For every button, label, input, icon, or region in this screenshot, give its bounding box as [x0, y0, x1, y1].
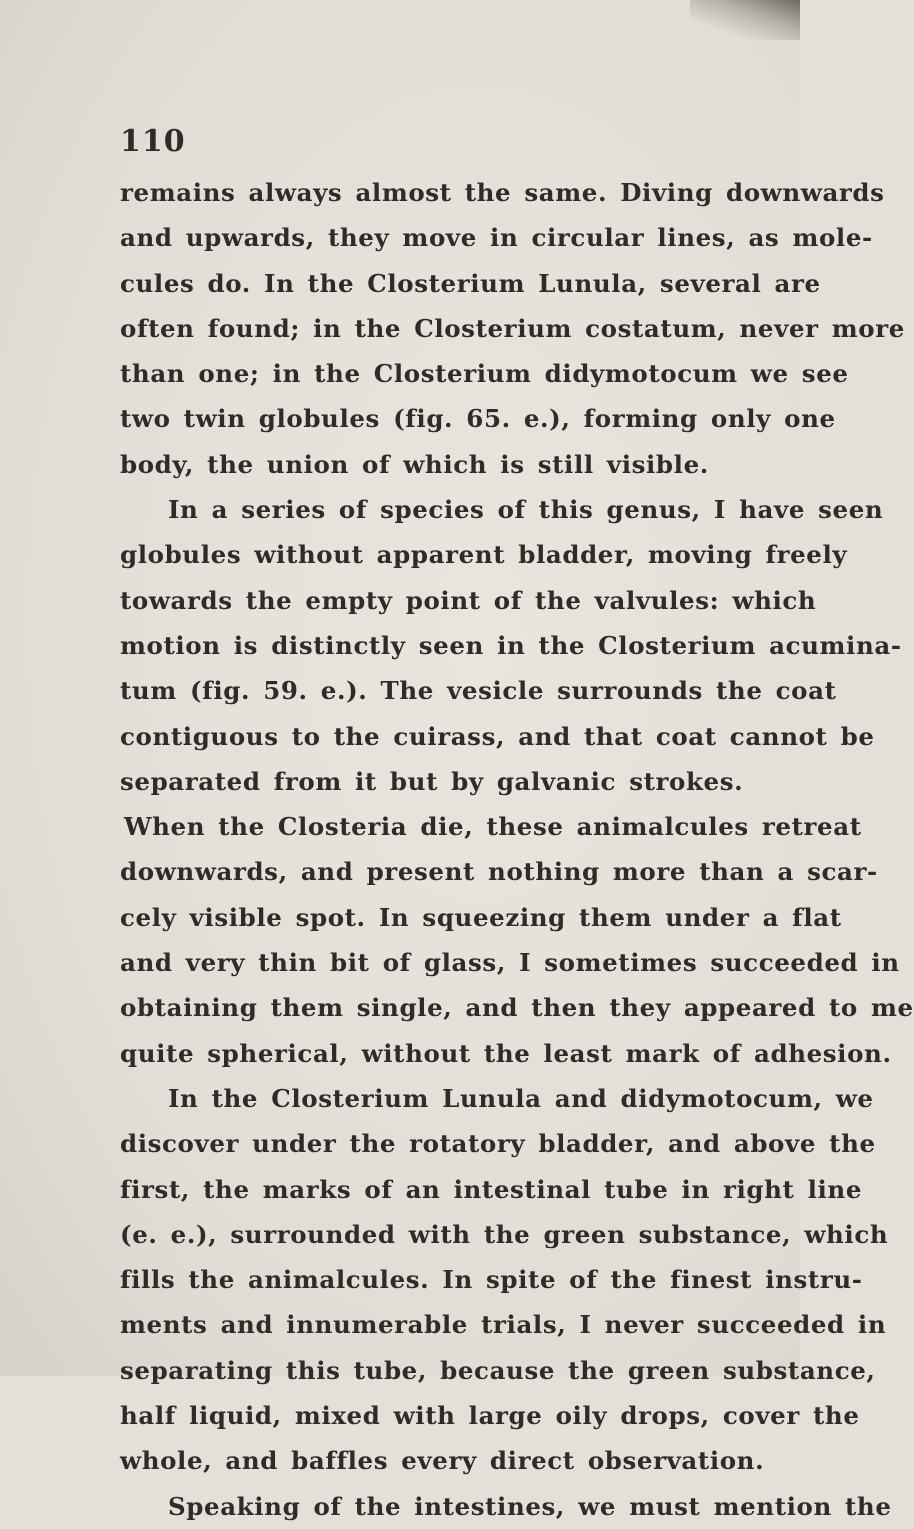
text-line: and very thin bit of glass, I sometimes succeeded in — [120, 948, 900, 978]
text-line: first, the marks of an intestinal tube in right line — [120, 1174, 863, 1204]
text-line: ments and innumerable trials, I never succeeded in — [120, 1310, 887, 1340]
text-line: obtaining them single, and then they appeared to me — [120, 993, 914, 1023]
text-line: motion is distinctly seen in the Closterium acumina- — [120, 630, 902, 660]
body-text — [120, 170, 914, 1529]
text-line: In a series of species of this genus, I have seen — [168, 495, 884, 525]
text-line: cules do. In the Closterium Lunula, several are — [120, 268, 821, 298]
text-line: globules without apparent bladder, moving freely — [120, 540, 848, 570]
text-line: Speaking of the intestines, we must mention the — [168, 1491, 892, 1521]
text-line: than one; in the Closterium didymotocum we see — [120, 359, 849, 389]
page-corner-shadow — [690, 0, 800, 40]
text-line: discover under the rotatory bladder, and above the — [120, 1129, 876, 1159]
text-line: towards the empty point of the valvules: which — [120, 585, 817, 615]
text-line: (e. e.), surrounded with the green substance, which — [120, 1219, 889, 1249]
text-line: whole, and baffles every direct observation. — [120, 1446, 765, 1476]
text-line: fills the animalcules. In spite of the finest instru- — [120, 1265, 863, 1295]
page-number: 110 — [120, 124, 186, 159]
text-line: separated from it but by galvanic strokes. — [120, 766, 744, 796]
text-line: half liquid, mixed with large oily drops, cover the — [120, 1401, 860, 1431]
text-line: contiguous to the cuirass, and that coat cannot be — [120, 721, 875, 751]
text-line: often found; in the Closterium costatum, never more — [120, 313, 905, 343]
text-line: When the Closteria die, these animalcules retreat — [124, 812, 862, 842]
text-line: remains always almost the same. Diving downwards — [120, 178, 885, 207]
text-line: In the Closterium Lunula and didymotocum, we — [168, 1083, 874, 1113]
text-line: and upwards, they move in circular lines, as mole- — [120, 223, 873, 253]
text-line: quite spherical, without the least mark of adhesion. — [120, 1038, 892, 1068]
text-line: downwards, and present nothing more than a scar- — [120, 857, 878, 887]
text-line: separating this tube, because the green substance, — [120, 1355, 876, 1385]
text-line: cely visible spot. In squeezing them under a flat — [120, 902, 842, 932]
text-line: body, the union of which is still visible. — [120, 449, 709, 479]
text-line: tum (fig. 59. e.). The vesicle surrounds the coat — [120, 676, 837, 706]
text-line: two twin globules (fig. 65. e.), forming only one — [120, 404, 836, 434]
